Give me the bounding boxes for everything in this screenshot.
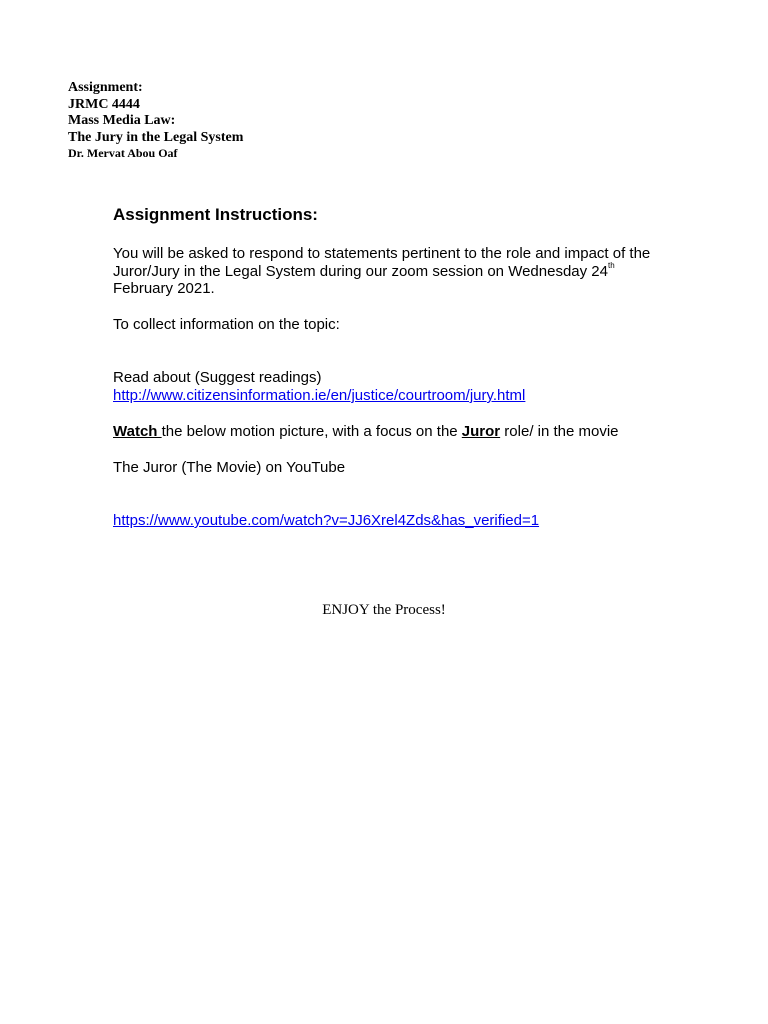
instructor-name: Dr. Mervat Abou Oaf [68, 146, 178, 160]
watch-end-text: role/ in the movie [500, 423, 619, 440]
watch-paragraph [113, 423, 619, 441]
intro-text: You will be asked to respond to statements pertinent to the role and impact of the Juror/Jury in the Legal System during our zoom session on Wednesday 24 [113, 245, 651, 280]
closing-text: ENJOY the Process! [322, 602, 446, 618]
juror-word: Juror [461, 423, 501, 440]
assignment-header [68, 80, 243, 161]
course-code: JRMC 4444 [68, 96, 140, 112]
movie-title-text: The Juror (The Movie) on YouTube [113, 459, 346, 476]
read-about-text: Read about (Suggest readings) [113, 369, 322, 386]
topic-title: The Jury in the Legal System [68, 129, 244, 145]
reading-link[interactable]: http://www.citizensinformation.ie/en/justice/courtroom/jury.html [113, 387, 526, 404]
course-title: Mass Media Law: [68, 113, 176, 128]
instructions-heading: Assignment Instructions: [113, 205, 318, 224]
assignment-label: Assignment: [68, 80, 143, 95]
intro-date-text: February 2021. [113, 280, 215, 297]
collect-info-text: To collect information on the topic: [113, 316, 340, 333]
intro-paragraph [113, 245, 673, 298]
youtube-link[interactable]: https://www.youtube.com/watch?v=JJ6Xrel4Zds&has_verified=1 [113, 512, 540, 529]
date-ordinal-suffix: th [608, 260, 615, 270]
watch-word: Watch [113, 423, 162, 440]
watch-text: the below motion picture, with a focus on the [161, 423, 462, 440]
